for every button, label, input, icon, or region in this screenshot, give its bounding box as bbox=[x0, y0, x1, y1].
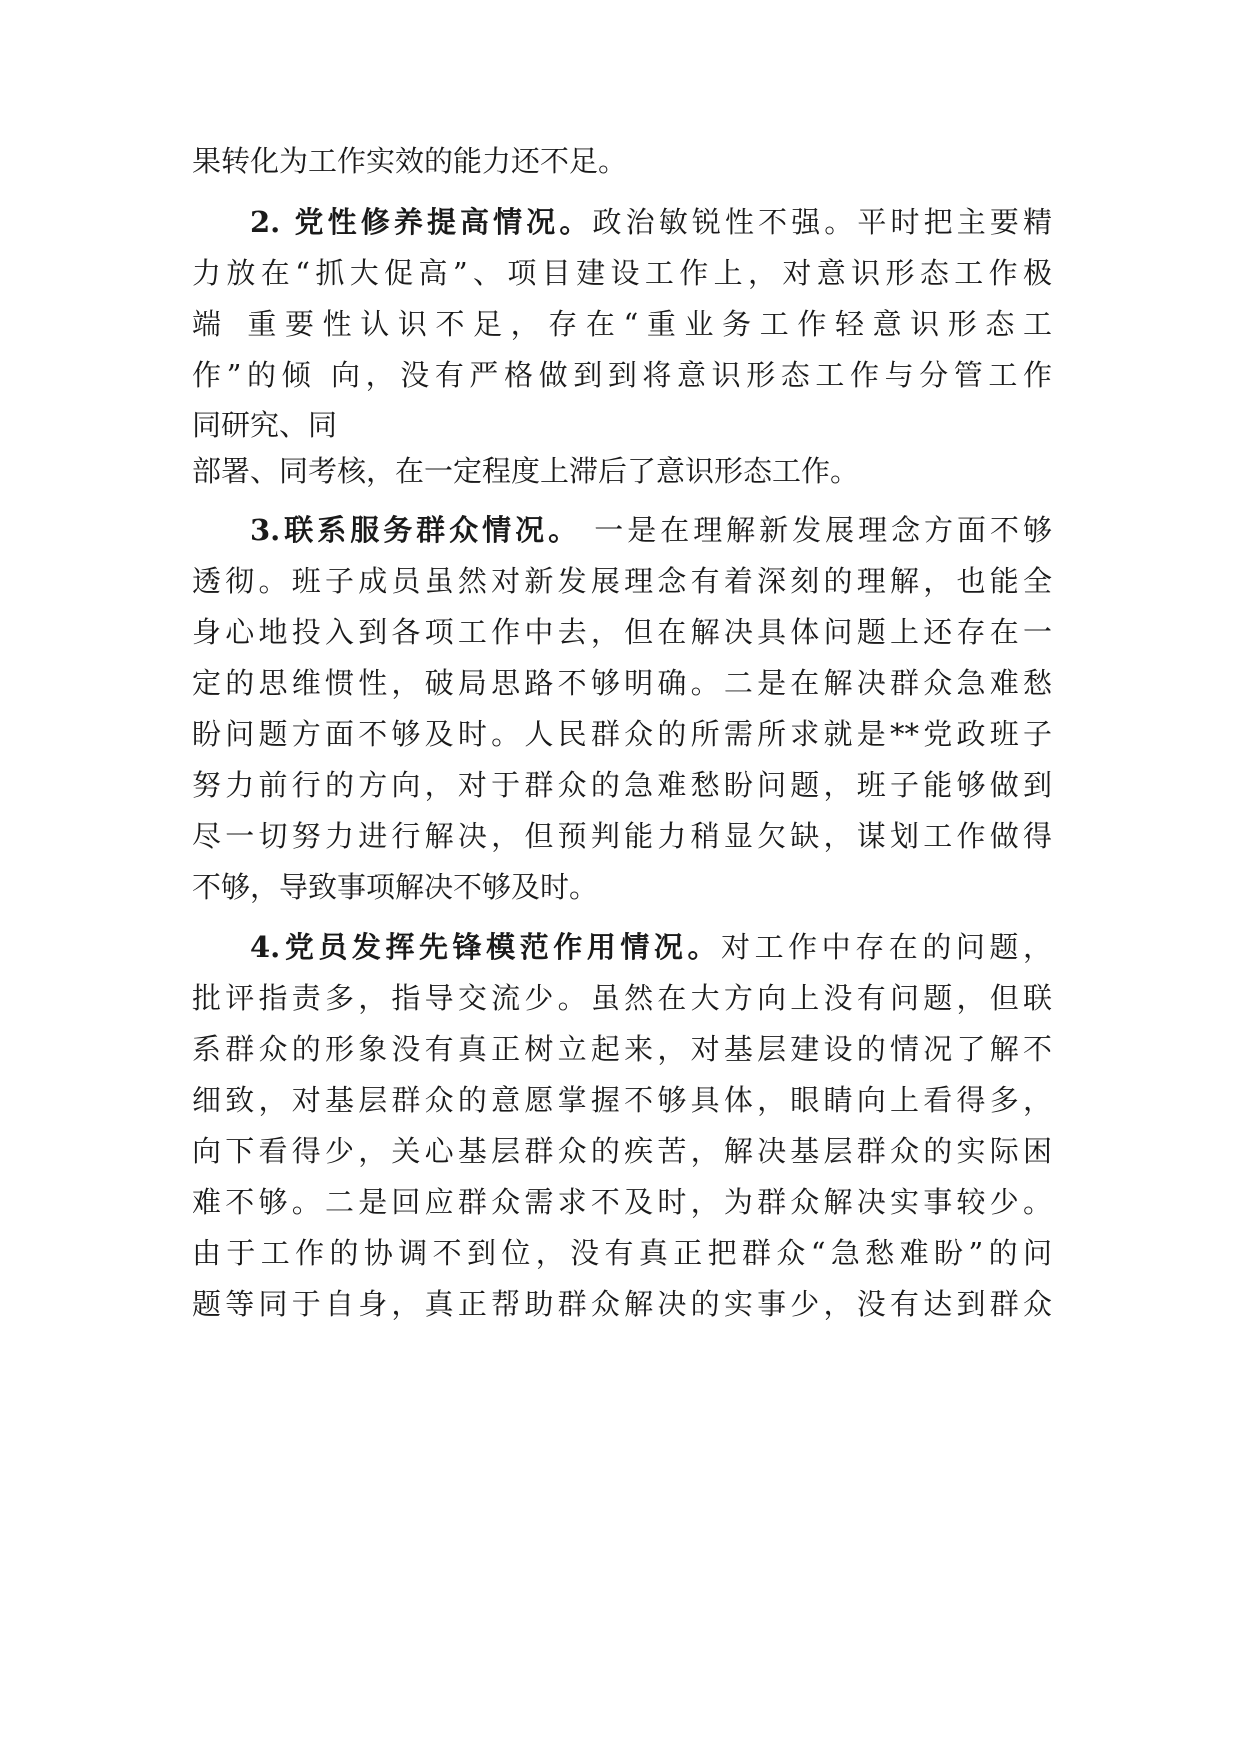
paragraph-2-first-line bbox=[250, 197, 1052, 247]
section-heading-2: 2. 党性修养提高情况。 bbox=[250, 205, 593, 239]
text-line: 果转化为工作实效的能力还不足。 bbox=[192, 144, 628, 178]
paragraph-4-first-line bbox=[250, 922, 1052, 972]
text-line: 批评指责多，指导交流少。虽然在大方向上没有问题，但联 bbox=[192, 981, 1052, 1015]
paragraph-3-first-line bbox=[250, 505, 1052, 555]
text-line: 系群众的形象没有真正树立起来，对基层建设的情况了解不 bbox=[192, 1032, 1052, 1066]
text-line: 透彻。班子成员虽然对新发展理念有着深刻的理解，也能全 bbox=[192, 564, 1052, 598]
section-heading-4: 4.党员发挥先锋模范作用情况。 bbox=[250, 930, 722, 964]
text-span: 对工作中存在的问题， bbox=[721, 930, 1052, 964]
text-line: 作”的倾 向，没有严格做到到将意识形态工作与分管工作 bbox=[192, 358, 1052, 392]
text-line: 细致，对基层群众的意愿掌握不够具体，眼睛向上看得多， bbox=[192, 1083, 1052, 1117]
text-line: 不够，导致事项解决不够及时。 bbox=[192, 870, 599, 904]
section-heading-3: 3.联系服务群众情况。 bbox=[250, 513, 582, 547]
text-line: 难不够。二是回应群众需求不及时，为群众解决实事较少。 bbox=[192, 1185, 1052, 1219]
text-line: 同研究、同 bbox=[192, 408, 338, 442]
text-line: 端 重要性认识不足，存在“重业务工作轻意识形态工 bbox=[192, 307, 1052, 341]
text-line: 力放在“抓大促高”、项目建设工作上，对意识形态工作极 bbox=[192, 256, 1052, 290]
text-line: 身心地投入到各项工作中去，但在解决具体问题上还存在一 bbox=[192, 615, 1052, 649]
text-line: 由于工作的协调不到位，没有真正把群众“急愁难盼”的问 bbox=[192, 1236, 1052, 1270]
text-line: 盼问题方面不够及时。人民群众的所需所求就是**党政班子 bbox=[192, 717, 1052, 751]
text-line: 题等同于自身，真正帮助群众解决的实事少，没有达到群众 bbox=[192, 1287, 1052, 1321]
text-line: 尽一切努力进行解决，但预判能力稍显欠缺，谋划工作做得 bbox=[192, 819, 1052, 853]
text-line: 定的思维惯性，破局思路不够明确。二是在解决群众急难愁 bbox=[192, 666, 1052, 700]
text-span: 一是在理解新发展理念方面不够 bbox=[581, 513, 1052, 547]
text-line: 向下看得少，关心基层群众的疾苦，解决基层群众的实际困 bbox=[192, 1134, 1052, 1168]
text-line: 部署、同考核，在一定程度上滞后了意识形态工作。 bbox=[192, 454, 860, 488]
text-line: 努力前行的方向，对于群众的急难愁盼问题，班子能够做到 bbox=[192, 768, 1052, 802]
text-span: 政治敏锐性不强。平时把主要精 bbox=[592, 205, 1052, 239]
